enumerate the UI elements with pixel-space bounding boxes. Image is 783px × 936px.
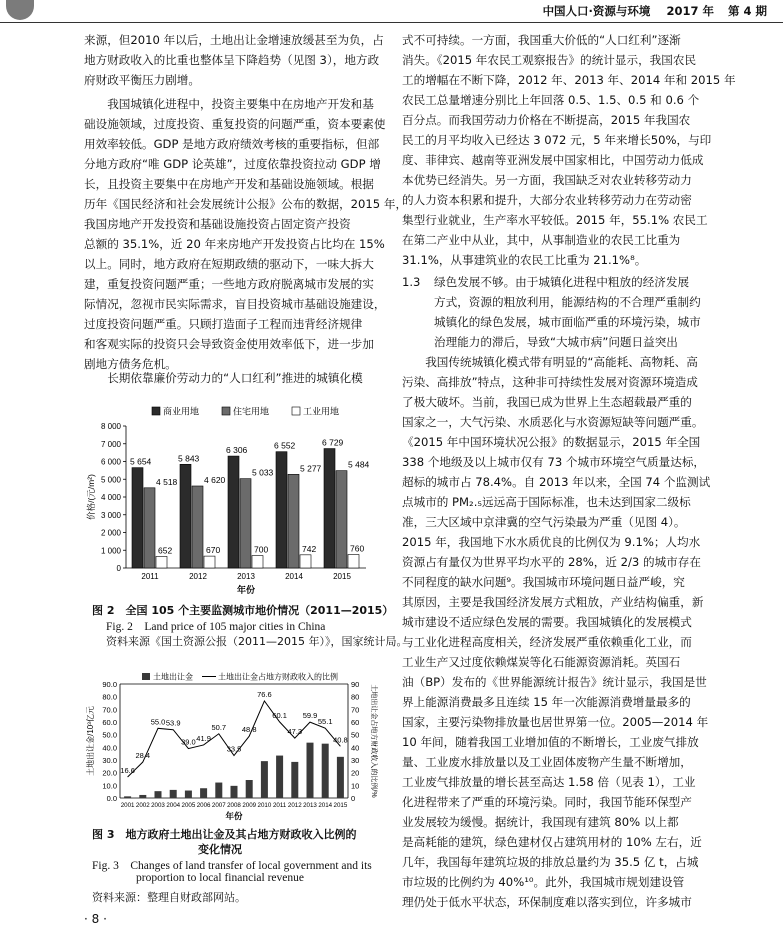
- y-tick-label: 2 000: [100, 528, 121, 538]
- text-line: 油（BP）发布的《世界能源统计报告》统计显示，我国是世: [402, 675, 707, 689]
- legend-label: 土地出让金: [153, 672, 193, 682]
- y-right-tick-label: 60: [351, 718, 360, 727]
- figure-3-source: 资料来源：整理自财政部网站。: [92, 891, 246, 904]
- data-label: 742: [302, 543, 317, 554]
- figure-2-source: 资料来源《国土资源公报（2011—2015 年）》，国家统计局。: [106, 635, 408, 648]
- y-tick-label: 20.0: [102, 768, 117, 778]
- text-line: 我国城镇化进程中，投资主要集中在房地产开发和基: [84, 97, 374, 111]
- y-right-tick-label: 70: [351, 705, 360, 715]
- data-label: 48.8: [241, 725, 257, 735]
- x-tick-label: 2015: [333, 802, 348, 809]
- data-label: 55.1: [317, 717, 333, 727]
- text-line: 建，重复投资问题严重；一些地方政府脱离城市发展的实: [84, 277, 374, 291]
- data-label: 55.0: [150, 717, 166, 727]
- text-line: 式不可持续。一方面，我国重大价低的“人口红利”逐渐: [402, 33, 681, 47]
- text-line: 31.1%，从事建筑业的农民工比重为 21.1%⁸。: [402, 253, 647, 267]
- text-line: 度、菲律宾、越南等亚洲发展中国家相比，中国劳动力低成: [402, 153, 704, 167]
- x-axis-label: 年份: [225, 811, 243, 821]
- data-label: 5 033: [252, 467, 274, 478]
- bar: [156, 556, 167, 568]
- text-line: 工业废气排放量的增长甚至高达 1.58 倍（见表 1），工业: [402, 775, 696, 789]
- x-tick-label: 2004: [166, 802, 181, 809]
- text-line: 农民工总量增速分别比上年回落 0.5、1.5、0.5 和 0.6 个: [402, 93, 700, 107]
- x-tick-label: 2013: [303, 802, 317, 809]
- text-line: 础设施领域，过度投资、重复投资的问题严重，资本要素使: [84, 117, 386, 131]
- x-tick-label: 2005: [181, 802, 196, 809]
- bar: [192, 486, 203, 568]
- figure-3-caption-en-2: proportion to local financial revenue: [136, 872, 304, 884]
- text-line: 点城市的 PM₂.₅远远高于国际标准，也未达到国家二级标: [402, 495, 691, 509]
- y-axis-label: 价格/(元/m²): [86, 474, 96, 520]
- x-tick-label: 2008: [227, 802, 241, 809]
- bar: [291, 762, 298, 798]
- journal-name: 中国人口·资源与环境: [542, 4, 651, 18]
- text-line: 理仍处于低水平状态，环保制度难以落实到位，许多城市: [402, 895, 692, 909]
- x-tick-label: 2002: [135, 802, 150, 809]
- x-tick-label: 2014: [285, 572, 303, 581]
- data-label: 16.6: [120, 765, 135, 775]
- y-tick-label: 7 000: [100, 439, 121, 449]
- legend-swatch: [222, 407, 230, 415]
- data-label: 50.7: [211, 722, 227, 732]
- bar: [204, 556, 215, 568]
- text-line: 准，三大区域中京津冀的空气污染最为严重（见图 4）。: [402, 515, 686, 529]
- bar: [155, 791, 162, 798]
- journal-year: 2017 年: [666, 4, 714, 18]
- bar: [276, 756, 283, 798]
- x-tick-label: 2007: [211, 802, 226, 809]
- bar: [228, 456, 239, 568]
- text-line: 过度投资问题严重。只顾打造面子工程而违背经济规律: [84, 317, 363, 331]
- bar: [240, 479, 251, 568]
- text-line: 消失。《2015 年农民工观察报告》的统计显示，我国农民: [402, 53, 697, 67]
- text-line: 我国传统城镇化模式带有明显的“高能耗、高物耗、高: [402, 355, 698, 369]
- text-line: 资源占有量仅为世界平均水平的 28%，近 2/3 的城市存在: [402, 555, 701, 569]
- figure-3-combo-chart: [84, 668, 380, 826]
- bar: [132, 468, 143, 568]
- text-line: 了极大破坏。当前，我国已成为世界上生态超载最严重的: [402, 395, 692, 409]
- text-line: 长，且投资主要集中在房地产开发和基础设施领域。根据: [84, 177, 374, 191]
- legend-label: 商业用地: [163, 406, 200, 417]
- y-right-tick-label: 20: [351, 768, 360, 778]
- y-tick-label: 5 000: [100, 475, 121, 485]
- y-tick-label: 70.0: [102, 705, 117, 715]
- text-line: 几年，我国每年建筑垃圾的排放总量约为 35.5 亿 t，占城: [402, 855, 699, 869]
- journal-logo-icon: [6, 0, 34, 20]
- legend-swatch: [142, 673, 150, 680]
- y-tick-label: 80.0: [102, 692, 117, 702]
- legend-label: 工业用地: [303, 406, 340, 417]
- x-tick-label: 2006: [196, 802, 211, 809]
- y-tick-label: 4 000: [100, 493, 121, 502]
- text-line: 总额的 35.1%，近 20 年来房地产开发投资占比均在 15%: [84, 237, 385, 251]
- legend-label: 土地出让金占地方财政收入的比例: [218, 672, 338, 682]
- y-right-tick-label: 40: [351, 743, 360, 753]
- y-tick-label: 1 000: [100, 546, 121, 556]
- text-line: 分地方政府“唯 GDP 论英雄”，过度依靠投资拉动 GDP 增: [84, 157, 381, 171]
- right-paragraph-1: [402, 30, 752, 270]
- figure-3-caption-cn-2: 变化情况: [198, 843, 242, 856]
- page-header: [0, 0, 783, 24]
- section-number: 1.3: [402, 275, 421, 289]
- page-number: · 8 ·: [84, 912, 107, 926]
- text-line: 地方财政收入的比重也整体呈下降趋势（见图 3），地方政: [84, 53, 380, 67]
- left-paragraph-2: [84, 94, 444, 374]
- y-tick-label: 10.0: [102, 781, 117, 791]
- y-right-tick-label: 90: [351, 680, 360, 689]
- heading-line: 方式，资源的粗放利用，能源结构的不合理严重制约: [434, 295, 701, 309]
- data-label: 39.0: [181, 737, 196, 747]
- text-line: 集型行业就业，生产率水平较低。2015 年，55.1% 农民工: [402, 213, 708, 227]
- x-tick-label: 2003: [151, 802, 165, 809]
- text-line: 的人力资本积累和提升，大部分农业转移劳动力在劳动密: [402, 193, 692, 207]
- journal-issue: 第 4 期: [727, 4, 767, 18]
- data-label: 33.5: [226, 744, 242, 754]
- bar: [215, 783, 222, 798]
- legend-swatch: [152, 407, 160, 415]
- x-tick-label: 2012: [287, 802, 302, 809]
- bar: [246, 780, 253, 798]
- data-label: 59.9: [302, 711, 318, 721]
- y-tick-label: 0.0: [106, 794, 117, 803]
- bar: [288, 474, 299, 568]
- text-line: 和客观实际的投资只会导致资金使用效率低下，进一步加: [84, 337, 374, 351]
- text-line: 剧地方债务危机。: [84, 357, 177, 371]
- data-label: 47.3: [287, 727, 303, 737]
- bar: [324, 449, 335, 568]
- data-label: 652: [158, 545, 173, 556]
- x-tick-label: 2014: [318, 802, 333, 809]
- text-line: 与工业化进程高度相关，经济发展严重依赖重化工业，而: [402, 635, 692, 649]
- running-head: [543, 3, 767, 19]
- x-tick-label: 2012: [189, 572, 207, 581]
- data-label: 4 518: [156, 476, 178, 487]
- y-tick-label: 60.0: [102, 718, 117, 727]
- text-line: 工的增幅在不断下降，2012 年、2013 年、2014 年和 2015 年: [402, 73, 736, 87]
- bar: [252, 556, 263, 568]
- right-paragraph-2: [402, 352, 752, 912]
- x-tick-label: 2010: [257, 802, 272, 809]
- bar: [348, 555, 359, 568]
- x-tick-label: 2013: [237, 572, 255, 581]
- x-tick-label: 2011: [141, 572, 159, 581]
- data-label: 4 620: [204, 474, 226, 485]
- text-line: 不同程度的缺水问题⁹。我国城市环境问题日益严峻，究: [402, 575, 685, 589]
- bar: [185, 791, 192, 798]
- figure-2-caption-cn: 图 2 全国 105 个主要监测城市地价情况（2011—2015）: [92, 604, 394, 617]
- bar: [300, 555, 311, 568]
- data-label: 6 552: [274, 440, 296, 451]
- text-line: 《2015 年中国环境状况公报》的数据显示，2015 年全国: [402, 435, 701, 449]
- bar: [322, 744, 329, 798]
- text-line: 是高耗能的建筑，绿色建材仅占建筑用材的 10% 左右，近: [402, 835, 702, 849]
- header-rule: [0, 22, 783, 23]
- heading-line: 绿色发展不够。由于城镇化进程中粗放的经济发展: [434, 275, 690, 289]
- figure-3-caption-en-1: Fig. 3 Changes of land transfer of local government and its: [92, 860, 372, 872]
- data-label: 28.4: [135, 751, 151, 761]
- x-axis-label: 年份: [236, 585, 256, 595]
- x-tick-label: 2011: [272, 802, 287, 809]
- text-line: 工业生产又过度依赖煤炭等化石能源资源消耗。英国石: [402, 655, 681, 669]
- text-line: 338 个地级及以上城市仅有 73 个城市环境空气质量达标，: [402, 455, 706, 469]
- y-right-tick-label: 30: [351, 756, 360, 765]
- text-line: 10 年间，随着我国工业增加值的不断增长，工业废气排放: [402, 735, 699, 749]
- text-line: 国家之一，大气污染、水质恶化与水资源短缺等问题严重。: [402, 415, 704, 429]
- bar: [231, 786, 238, 798]
- y-tick-label: 8 000: [100, 422, 121, 431]
- text-line: 城市建设不适应绿色发展的需要。我国城镇化的发展模式: [402, 615, 692, 629]
- text-line: 界上能源消费最多且连续 15 年一次能源消费增量最多的: [402, 695, 691, 709]
- data-label: 700: [254, 544, 269, 555]
- text-line: 府财政平衡压力剧增。: [84, 73, 200, 87]
- bar: [180, 464, 191, 568]
- text-line: 污染、高排放”特点，这种非可持续性发展对资源环境造成: [402, 375, 698, 389]
- legend-swatch: [292, 407, 300, 415]
- left-paragraph-1: [84, 30, 444, 90]
- x-tick-label: 2015: [333, 572, 351, 581]
- data-label: 670: [206, 545, 221, 556]
- text-line: 本优势已经消失。另一方面，我国缺乏对农业转移劳动力: [402, 173, 692, 187]
- bar: [337, 757, 344, 798]
- text-line: 国家，主要污染物排放量也居世界第一位。2005—2014 年: [402, 715, 709, 729]
- text-line: 2015 年，我国地下水水质优良的比例仅为 9.1%；人均水: [402, 535, 701, 549]
- y-axis-label: 土地出让金/10³亿元: [86, 706, 95, 776]
- data-label: 760: [350, 543, 365, 554]
- text-line: 际情况，忽视市民实际需求，盲目投资城市基础设施建设，: [84, 297, 386, 311]
- text-line: 量、工业废水排放量以及工业固体废物产生量不断增加，: [402, 755, 692, 769]
- data-label: 41.9: [196, 733, 211, 743]
- left-paragraph-3: [84, 368, 444, 388]
- heading-line: 城镇化的绿色发展，城市面临严重的环境污染，城市: [434, 315, 701, 329]
- bar: [124, 796, 131, 798]
- text-line: 百分点。而我国劳动力价格在不断提高，2015 年我国农: [402, 113, 691, 127]
- data-label: 60.1: [272, 710, 287, 720]
- y-tick-label: 40.0: [102, 743, 117, 753]
- data-label: 40.8: [333, 735, 348, 745]
- figure-2-caption-en: Fig. 2 Land price of 105 major cities in China: [106, 621, 326, 633]
- data-label: 6 306: [226, 445, 248, 456]
- y-right-tick-label: 0: [351, 794, 356, 803]
- data-label: 53.9: [165, 718, 181, 728]
- text-line: 来源，但2010 年以后，土地出让金增速放缓甚至为负，占: [84, 33, 384, 47]
- text-line: 业发展较为缓慢。据统计，我国现有建筑 80% 以上都: [402, 815, 679, 829]
- figure-2-bar-chart: [84, 400, 374, 600]
- data-label: 5 277: [300, 463, 322, 474]
- legend-label: 住宅用地: [233, 406, 270, 417]
- bar: [170, 790, 177, 798]
- data-label: 5 484: [348, 459, 370, 470]
- data-label: 5 654: [130, 456, 152, 467]
- text-line: 在第二产业中从业，其中，从事制造业的农民工比重为: [402, 233, 681, 247]
- figure-3-caption-cn-1: 图 3 地方政府土地出让金及其占地方财政收入比例的: [92, 828, 357, 841]
- y-tick-label: 90.0: [102, 680, 117, 689]
- text-line: 历年《国民经济和社会发展统计公报》公布的数据，2015 年，: [84, 197, 408, 211]
- y-right-tick-label: 10: [351, 781, 360, 791]
- text-line: 长期依靠廉价劳动力的“人口红利”推进的城镇化模: [84, 371, 363, 385]
- y-right-tick-label: 50: [351, 730, 360, 740]
- data-label: 6 729: [322, 437, 344, 448]
- bar: [139, 795, 146, 798]
- bar: [276, 452, 287, 568]
- text-line: 以上。同时，地方政府在短期政绩的驱动下，一味大拆大: [84, 257, 374, 271]
- bar: [144, 488, 155, 568]
- y-tick-label: 50.0: [102, 730, 117, 740]
- y-axis-right-label: 土地出让金占地方财政收入的比例/%: [370, 684, 377, 798]
- bar: [261, 761, 268, 798]
- y-tick-label: 3 000: [100, 510, 121, 520]
- text-line: 化进程带来了严重的环境污染。同时，我国节能环保型产: [402, 795, 692, 809]
- bar: [307, 743, 314, 798]
- heading-line: 治理能力的滞后，导致“大城市病”问题日益突出: [434, 335, 678, 349]
- data-label: 76.6: [257, 689, 272, 699]
- y-tick-label: 0: [116, 564, 121, 573]
- bar: [200, 788, 207, 798]
- text-line: 其原因，主要是我国经济发展方式粗放，产业结构偏重，新: [402, 595, 704, 609]
- text-line: 民工的月平均收入已经达 3 072 元，5 年来增长50%，与印: [402, 133, 712, 147]
- y-tick-label: 30.0: [102, 756, 117, 765]
- y-right-tick-label: 80: [351, 692, 360, 702]
- text-line: 用效率较低。GDP 是地方政府绩效考核的重要指标，但部: [84, 137, 380, 151]
- y-tick-label: 6 000: [100, 457, 121, 467]
- text-line: 超标的城市占 78.4%。自 2013 年以来，全国 74 个监测试: [402, 475, 711, 489]
- bar: [336, 471, 347, 568]
- text-line: 市垃圾的比例约为 40%¹⁰。此外，我国城市规划建设管: [402, 875, 685, 889]
- x-tick-label: 2009: [242, 802, 257, 809]
- data-label: 5 843: [178, 453, 200, 464]
- x-tick-label: 2001: [120, 802, 135, 809]
- text-line: 我国房地产开发投资和基础设施投资占固定资产投资: [84, 217, 351, 231]
